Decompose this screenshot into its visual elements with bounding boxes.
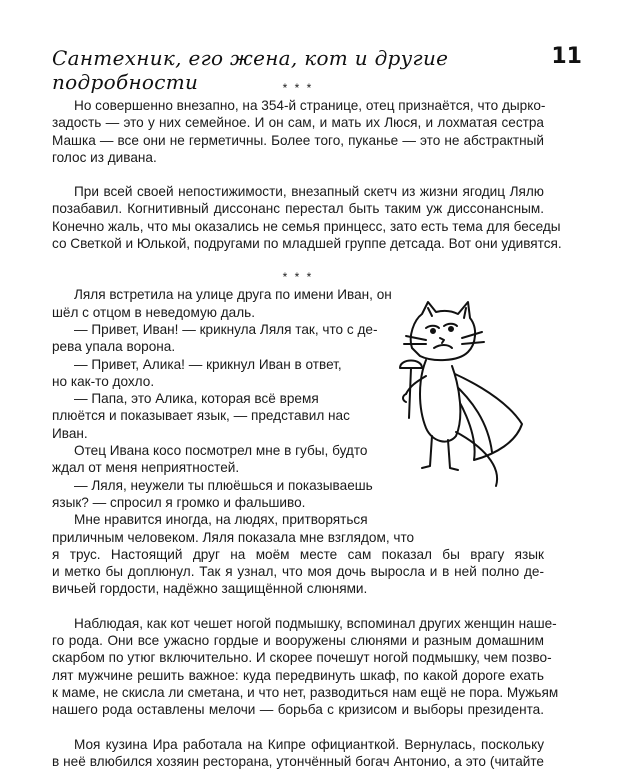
text-line: со Светкой и Юлькой, подругами по младшей группе детсада. Вот они удивятся. [52,236,562,252]
text-line: — Привет, Иван! — крикнула Ляля так, что с де- [74,321,378,337]
text-line: к маме, не скисла ли сметана, и что нет, разводиться нам ещё не пора. Мужьям [52,684,559,700]
text-line: и метко бы доплюнул. Так я узнал, что моя дочь выросла и в ней полно де- [52,564,544,580]
text-line: ждал от меня неприятностей. [52,460,240,476]
text-line: Конечно жаль, что мы оказались не семья принцесс, зато есть тема для беседы [52,218,561,234]
text-line: рева упала ворона. [52,339,176,355]
paragraph-1 [52,97,544,166]
text-line: но как-то дохло. [52,373,155,389]
running-head [52,44,582,94]
text-line: — Ляля, неужели ты плюёшься и показываешь [74,477,373,493]
text-line: го рода. Они все ужасно гордые и вооружены слюнями и разным домашним [52,633,544,649]
text-line: Наблюдая, как кот чешет ногой подмышку, вспоминал других женщин наше- [74,615,557,631]
text-line: Мне нравится иногда, на людях, притворяться [74,512,368,528]
running-title: Сантехник, его жена, кот и другие подробности [52,46,449,94]
text-line: Ляля встретила на улице друга по имени Иван, он [74,287,392,303]
paragraph-5 [52,736,544,771]
text-line: задость — это у них семейное. И он сам, и мать их Люся, и лохматая сестра [52,115,544,131]
text-line: шёл с отцом в неведомую даль. [52,304,255,320]
section-separator: * * * [282,81,314,95]
text-line: плюётся и показывает язык, — представил нас [52,408,350,424]
paragraph-4 [52,615,559,719]
text-line: — Папа, это Алика, которая всё время [74,391,319,407]
section-separator: * * * [282,270,314,285]
text-line: позабавил. Когнитивный диссонанс перестал быть таким уж диссонансным. [52,201,544,217]
text-line: приличным человеком. Ляля показала мне взглядом, что [52,529,415,545]
text-line: Машка — все они не герметичны. Более того, пуканье — это не абстрактный [52,132,544,148]
page-number: 11 [551,44,582,69]
text-line: нашего рода оставлены мелочи — борьба с кризисом и выборы президента. [52,702,544,718]
text-line: скарбом по утюг включительно. И скорее почешут ногой подмышку, чем позво- [52,650,552,666]
text-line: голос из дивана. [52,149,157,165]
cat-illustration [392,296,532,496]
text-line: лят мужчине решить важное: куда передвинуть шкаф, по какой дороге ехать [52,667,544,683]
text-line: Но совершенно внезапно, на 354-й странице, отец признаётся, что дырко- [74,98,546,113]
text-line: Моя кузина Ира работала на Кипре официанткой. Вернулась, поскольку [74,736,544,752]
text-line: При всей своей непостижимости, внезапный скетч из жизни ягодиц Лялю [74,184,544,200]
text-line: в неё влюбился хозяин ресторана, утончённый богач Антонио, а это (читайте [52,753,544,769]
text-line: Отец Ивана косо посмотрел мне в губы, будто [74,443,368,459]
text-line: я трус. Настоящий друг на моём месте сам показал бы врагу язык [52,546,544,562]
text-line: язык? — спросил я громко и фальшиво. [52,494,306,510]
text-line: вичьей гордости, надёжно защищённой слюнями. [52,581,368,597]
text-line: — Привет, Алика! — крикнул Иван в ответ, [74,356,342,372]
paragraph-2 [52,183,562,252]
text-line: Иван. [52,425,88,441]
